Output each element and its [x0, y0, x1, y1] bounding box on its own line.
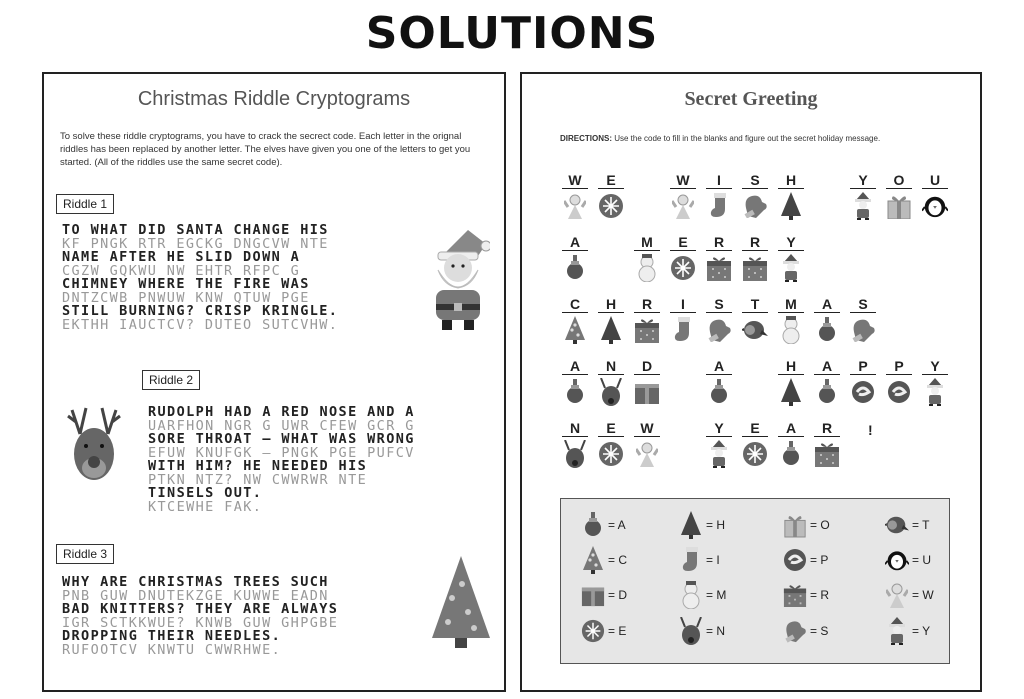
greeting-letter: S: [742, 172, 768, 189]
greeting-cell: [706, 296, 732, 344]
greeting-cell: [706, 172, 732, 220]
greeting-symbol-icon: [706, 440, 732, 468]
mitten-icon: [783, 619, 807, 643]
greeting-letter: H: [778, 172, 804, 189]
riddle-answer-line: TO WHAT DID SANTA CHANGE HIS: [62, 222, 329, 238]
greeting-symbol-icon: [886, 378, 912, 406]
code-key-entry: [885, 619, 930, 643]
greeting-symbol-icon: [742, 192, 768, 220]
christmas-tree-icon: [428, 554, 494, 654]
greeting-cell: [778, 420, 804, 468]
greeting-panel: [520, 72, 982, 692]
greeting-letter: S: [706, 296, 732, 313]
greeting-letter: Y: [778, 234, 804, 251]
code-key-entry: [885, 583, 934, 607]
greeting-letter: H: [778, 358, 804, 375]
riddle-answer-line: DROPPING THEIR NEEDLES.: [62, 628, 282, 644]
page-title: SOLUTIONS: [365, 8, 659, 59]
code-key-entry: [783, 513, 830, 537]
stocking-icon: [679, 548, 703, 572]
greeting-symbol-icon: [814, 316, 840, 344]
greeting-symbol-icon: [742, 316, 768, 344]
riddle-3: [62, 576, 338, 657]
greeting-symbol-icon: [670, 316, 696, 344]
reindeer-icon: [66, 404, 122, 490]
greeting-symbol-icon: [778, 254, 804, 282]
riddle-code-line: KF PNGK RTR EGCKG DNGCVW NTE: [62, 235, 329, 252]
riddle-answer-line: RUDOLPH HAD A RED NOSE AND A: [148, 404, 415, 420]
snowman-icon: [679, 583, 703, 607]
greeting-symbol-icon: [814, 378, 840, 406]
code-key-label: = E: [608, 624, 627, 638]
riddle-code-line: EFUW KNUFGK – PNGK PGE PUFCV: [148, 444, 415, 461]
greeting-cell: [562, 296, 588, 344]
greeting-letter: M: [634, 234, 660, 251]
riddle-1-label: Riddle 1: [56, 194, 114, 214]
directions-label: DIRECTIONS:: [560, 134, 612, 143]
greeting-symbol-icon: [598, 316, 624, 344]
greeting-letter: D: [634, 358, 660, 375]
riddle-intro: To solve these riddle cryptograms, you have to crack the secrect code. Each letter in the orignal riddles has been replaced by another letter. The elves have given you one of the letters to get you started. (All of the riddles use the same secret code).: [60, 131, 471, 168]
greeting-cell: [562, 172, 588, 220]
greeting-symbol-icon: [922, 192, 948, 220]
greeting-symbol-icon: [598, 192, 624, 220]
greeting-letter: I: [670, 296, 696, 313]
riddle-code-line: RUFOOTCV KNWTU CWWRHWE.: [62, 641, 282, 658]
code-key-entry: [581, 548, 627, 572]
greeting-symbol-icon: [562, 316, 588, 344]
greeting-letter: N: [562, 420, 588, 437]
riddle-2-label: Riddle 2: [142, 370, 200, 390]
greeting-symbol-icon: [670, 254, 696, 282]
greeting-cell: [598, 420, 624, 468]
greeting-cell: [670, 296, 696, 344]
code-key-entry: [679, 548, 720, 572]
tree-icon: [679, 513, 703, 537]
riddle-code-line: EKTHH IAUCTCV? DUTEO SUTCVHW.: [62, 316, 339, 333]
greeting-symbol-icon: [670, 192, 696, 220]
riddle-answer-line: WITH HIM? HE NEEDED HIS: [148, 458, 368, 474]
riddle-answer-line: WHY ARE CHRISTMAS TREES SUCH: [62, 574, 329, 590]
greeting-cell: [814, 358, 840, 406]
greeting-letter: A: [814, 296, 840, 313]
directions: [560, 134, 880, 143]
greeting-symbol-icon: [562, 254, 588, 282]
greeting-cell: [742, 420, 768, 468]
code-key-label: = Y: [912, 624, 931, 638]
riddle-code-line: UARFHON NGR G UWR CFEW GCR G: [148, 417, 415, 434]
greeting-letter: I: [706, 172, 732, 189]
greeting-cell: [886, 172, 912, 220]
greeting-symbol-icon: [850, 378, 876, 406]
riddle-answer-line: BAD KNITTERS? THEY ARE ALWAYS: [62, 601, 339, 617]
code-key-label: = N: [706, 624, 726, 638]
greeting-symbol-icon: [706, 316, 732, 344]
riddle-code-line: IGR SCTKKWUE? KNWB GUW GHPGBE: [62, 614, 339, 631]
santa-icon: [885, 619, 909, 643]
greeting-cell: [742, 172, 768, 220]
ornament-icon: [581, 513, 605, 537]
code-key-entry: [679, 513, 725, 537]
greeting-letter: E: [598, 420, 624, 437]
code-key-label: = D: [608, 588, 628, 602]
greeting-cell: [670, 234, 696, 282]
greeting-symbol-icon: [850, 192, 876, 220]
riddle-answer-line: STILL BURNING? CRISP KRINGLE.: [62, 303, 339, 319]
riddle-panel: [42, 72, 506, 692]
greeting-symbol-icon: [706, 378, 732, 406]
riddle-code-line: PNB GUW DNUTEKZGE KUWWE EADN: [62, 587, 329, 604]
riddle-1: [62, 224, 338, 332]
code-key-entry: [581, 583, 627, 607]
greeting-cell: [814, 296, 840, 344]
code-key-entry: [885, 548, 931, 572]
greeting-letter: O: [886, 172, 912, 189]
code-key-label: = M: [706, 588, 727, 602]
gift-icon: [783, 513, 807, 537]
greeting-symbol-icon: [778, 316, 804, 344]
greeting-letter: A: [778, 420, 804, 437]
code-key-label: = S: [810, 624, 829, 638]
greeting-cell: [778, 358, 804, 406]
greeting-symbol-icon: [598, 440, 624, 468]
greeting-letter: E: [742, 420, 768, 437]
greeting-cell: [778, 172, 804, 220]
greeting-symbol-icon: [562, 440, 588, 468]
riddle-2: [148, 406, 415, 514]
penguin-icon: [885, 548, 909, 572]
greeting-symbol-icon: [814, 440, 840, 468]
greeting-cell: [706, 234, 732, 282]
riddle-code-line: DNTZCWB PNWUW KNW QTUW PGE: [62, 289, 310, 306]
reindeer-icon: [679, 619, 703, 643]
greeting-cell: [706, 420, 732, 468]
riddle-code-line: CGZW GQKWU NW EHTR RFPC G: [62, 262, 301, 279]
greeting-letter: S: [850, 296, 876, 313]
greeting-cell: [850, 172, 876, 220]
greeting-symbol-icon: [634, 440, 660, 468]
greeting-symbol-icon: [562, 378, 588, 406]
riddle-code-line: PTKN NTZ? NW CWWRWR NTE: [148, 471, 368, 488]
greeting-cell: [634, 420, 660, 468]
present-icon: [581, 583, 605, 607]
code-key-label: = C: [608, 553, 628, 567]
riddle-code-line: KTCEWHE FAK.: [148, 498, 263, 515]
greeting-letter: R: [742, 234, 768, 251]
greeting-cell: [634, 358, 660, 406]
greeting-symbol-icon: [742, 440, 768, 468]
code-key-entry: [783, 583, 829, 607]
code-key-entry: [783, 548, 828, 572]
code-key-entry: [581, 513, 626, 537]
code-key-entry: [885, 513, 929, 537]
greeting-symbol-icon: [634, 254, 660, 282]
code-key-entry: [679, 583, 726, 607]
greeting-cell: [562, 420, 588, 468]
greeting-cell: [670, 172, 696, 220]
exclamation-mark: !: [868, 422, 873, 438]
greeting-letter: W: [562, 172, 588, 189]
greeting-panel-title: Secret Greeting: [684, 88, 818, 110]
riddle-answer-line: CHIMNEY WHERE THE FIRE WAS: [62, 276, 310, 292]
greeting-cell: [850, 358, 876, 406]
greeting-symbol-icon: [562, 192, 588, 220]
greeting-symbol-icon: [742, 254, 768, 282]
riddle-answer-line: TINSELS OUT.: [148, 485, 263, 501]
angel-icon: [885, 583, 909, 607]
robin-icon: [885, 513, 909, 537]
code-key-label: = O: [810, 518, 830, 532]
code-key-label: = T: [912, 518, 930, 532]
santa-icon: [428, 226, 490, 336]
greeting-letter: U: [922, 172, 948, 189]
greeting-cell: [778, 234, 804, 282]
candy-ball-icon: [783, 548, 807, 572]
greeting-letter: Y: [850, 172, 876, 189]
greeting-letter: H: [598, 296, 624, 313]
riddle-3-label: Riddle 3: [56, 544, 114, 564]
greeting-letter: A: [706, 358, 732, 375]
greeting-letter: R: [814, 420, 840, 437]
greeting-cell: [598, 358, 624, 406]
riddle-answer-line: NAME AFTER HE SLID DOWN A: [62, 249, 301, 265]
decorated-tree-icon: [581, 548, 605, 572]
code-key-label: = H: [706, 518, 726, 532]
greeting-cell: [922, 358, 948, 406]
greeting-letter: Y: [922, 358, 948, 375]
greeting-letter: R: [634, 296, 660, 313]
greeting-cell: [778, 296, 804, 344]
greeting-cell: [742, 234, 768, 282]
greeting-cell: [814, 420, 840, 468]
code-key-label: = P: [810, 553, 829, 567]
code-key-label: = A: [608, 518, 626, 532]
greeting-cell: [850, 296, 876, 344]
greeting-letter: E: [670, 234, 696, 251]
snowflake-ball-icon: [581, 619, 605, 643]
code-key: [560, 498, 950, 664]
greeting-symbol-icon: [778, 192, 804, 220]
greeting-letter: P: [850, 358, 876, 375]
greeting-letter: P: [886, 358, 912, 375]
code-key-entry: [679, 619, 725, 643]
greeting-cell: [562, 358, 588, 406]
code-key-label: = W: [912, 588, 934, 602]
wrapped-gift-icon: [783, 583, 807, 607]
riddle-panel-title: Christmas Riddle Cryptograms: [137, 88, 411, 110]
greeting-cell: [706, 358, 732, 406]
greeting-symbol-icon: [634, 378, 660, 406]
greeting-symbol-icon: [850, 316, 876, 344]
greeting-letter: C: [562, 296, 588, 313]
code-key-entry: [783, 619, 828, 643]
greeting-cell: [886, 358, 912, 406]
greeting-letter: W: [634, 420, 660, 437]
directions-text: Use the code to fill in the blanks and figure out the secret holiday message.: [614, 134, 881, 143]
greeting-letter: A: [562, 234, 588, 251]
greeting-cell: [562, 234, 588, 282]
greeting-letter: Y: [706, 420, 732, 437]
greeting-symbol-icon: [598, 378, 624, 406]
code-key-label: = R: [810, 588, 830, 602]
greeting-symbol-icon: [706, 254, 732, 282]
riddle-answer-line: SORE THROAT – WHAT WAS WRONG: [148, 431, 415, 447]
greeting-cell: [598, 296, 624, 344]
greeting-cell: [922, 172, 948, 220]
greeting-symbol-icon: [778, 378, 804, 406]
greeting-symbol-icon: [706, 192, 732, 220]
greeting-letter: E: [598, 172, 624, 189]
greeting-cell: [634, 234, 660, 282]
greeting-letter: A: [562, 358, 588, 375]
greeting-symbol-icon: [922, 378, 948, 406]
code-key-label: = I: [706, 553, 720, 567]
greeting-letter: T: [742, 296, 768, 313]
greeting-letter: A: [814, 358, 840, 375]
code-key-label: = U: [912, 553, 932, 567]
greeting-letter: R: [706, 234, 732, 251]
greeting-letter: M: [778, 296, 804, 313]
greeting-symbol-icon: [778, 440, 804, 468]
greeting-cell: [598, 172, 624, 220]
greeting-symbol-icon: [886, 192, 912, 220]
greeting-cell: [634, 296, 660, 344]
greeting-cell: [742, 296, 768, 344]
greeting-letter: W: [670, 172, 696, 189]
code-key-entry: [581, 619, 626, 643]
greeting-letter: N: [598, 358, 624, 375]
greeting-symbol-icon: [634, 316, 660, 344]
